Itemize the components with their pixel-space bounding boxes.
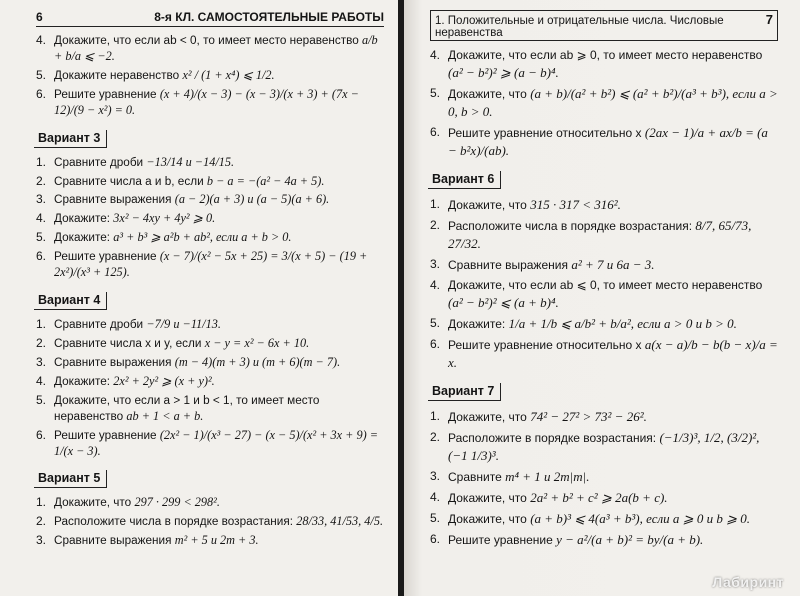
task-formula: (2ax − 1)/a + ax/b = (a − b²x)/(ab). — [448, 125, 768, 158]
task-number: 6. — [36, 427, 47, 442]
variant-heading: Вариант 3 — [34, 130, 107, 148]
task-statement: Решите уравнение — [448, 533, 553, 547]
task-number: 2. — [36, 335, 47, 350]
task-number: 5. — [430, 86, 441, 100]
task-formula: 1/a + 1/b ⩽ a/b² + b/a², если a > 0 и b > 0. — [508, 316, 737, 331]
task-number: 1. — [36, 154, 47, 169]
task-statement: Докажите, что — [448, 87, 527, 101]
task-text — [54, 192, 329, 208]
task-statement: Расположите в порядке возрастания: — [448, 431, 657, 445]
task-formula: a/b + b/a ⩽ −2. — [54, 33, 378, 63]
task-text — [448, 85, 778, 121]
task-number: 5. — [430, 511, 441, 525]
task-statement: Докажите, что — [448, 410, 527, 424]
task-text — [448, 277, 778, 312]
task-statement: Сравните выражения — [54, 193, 172, 207]
task-number: 6. — [430, 125, 441, 139]
task-formula: a³ + b³ ⩾ a²b + ab², если a + b > 0. — [113, 230, 292, 245]
task-item — [430, 256, 778, 274]
task-text — [54, 355, 340, 371]
task-formula: y − a²/(a + b)² = by/(a + b). — [556, 532, 704, 547]
task-statement: Сравните числа x и y, если — [54, 336, 202, 350]
task-item — [36, 393, 384, 425]
page-number: 7 — [765, 12, 773, 27]
task-item — [430, 47, 778, 82]
task-item — [430, 489, 778, 507]
task-item — [36, 155, 384, 171]
task-statement: Докажите, что — [448, 198, 527, 212]
task-formula: (x − 7)/(x² − 5x + 25) = 3/(x + 5) − (19 + 2x²)/(x³ + 125). — [54, 249, 368, 280]
task-number: 4. — [430, 490, 441, 504]
task-statement: Сравните выражения — [448, 258, 568, 272]
task-item — [36, 249, 384, 281]
task-statement: Решите уравнение — [54, 428, 157, 442]
task-number: 1. — [36, 495, 47, 510]
task-text — [54, 495, 220, 511]
task-formula: −13/14 и −14/15. — [146, 154, 235, 169]
task-statement: Докажите: — [54, 374, 111, 388]
task-number: 6. — [430, 532, 441, 546]
task-statement: Докажите, что если a > 1 и b < 1, то имеет место неравенство — [54, 393, 320, 423]
right-page — [404, 0, 800, 596]
task-statement: Докажите, что если ab ⩽ 0, то имеет место неравенство — [448, 278, 763, 292]
task-statement: Сравните дроби — [54, 155, 144, 169]
task-number: 6. — [430, 337, 441, 351]
task-text — [54, 514, 383, 530]
task-formula: x − y = x² − 6x + 10. — [204, 335, 310, 350]
task-statement: Докажите неравенство — [54, 68, 180, 82]
task-item — [36, 192, 384, 208]
task-text — [54, 393, 384, 425]
task-number: 4. — [36, 373, 47, 388]
task-number: 1. — [36, 317, 47, 332]
task-item — [36, 374, 384, 390]
task-statement: Решите уравнение относительно x — [448, 126, 642, 140]
task-formula: b − a = −(a² − 4a + 5). — [206, 173, 325, 188]
task-number: 2. — [430, 430, 441, 444]
task-text — [448, 124, 778, 160]
task-text — [54, 211, 215, 227]
task-formula: 74² − 27² > 73² − 26². — [530, 409, 647, 424]
task-item — [430, 468, 778, 486]
task-statement: Сравните — [448, 470, 502, 484]
right-page-header — [430, 10, 778, 41]
task-number: 6. — [36, 86, 47, 101]
task-text — [54, 336, 309, 352]
task-text — [54, 68, 275, 84]
task-formula: a(x − a)/b − b(b − x)/a = x. — [448, 337, 778, 370]
task-formula: (2x² − 1)/(x³ − 27) − (x − 5)/(x² + 3x + 9) = 1/(x − 3). — [54, 427, 379, 458]
left-page — [0, 0, 398, 596]
task-formula: (a − 2)(a + 3) и (a − 5)(a + 6). — [174, 192, 330, 207]
task-statement: Докажите: — [448, 317, 506, 331]
task-formula: 3x² − 4xy + 4y² ⩾ 0. — [113, 211, 216, 226]
task-statement: Докажите, что — [54, 496, 132, 510]
variant-heading: Вариант 4 — [34, 292, 107, 310]
task-item — [36, 317, 384, 333]
task-formula: m⁴ + 1 и 2m|m|. — [505, 469, 590, 484]
task-item — [36, 495, 384, 511]
task-item — [430, 196, 778, 214]
task-statement: Решите уравнение — [54, 250, 157, 264]
task-item — [36, 87, 384, 119]
task-number: 6. — [36, 249, 47, 264]
task-text — [448, 47, 778, 82]
task-item — [36, 211, 384, 227]
task-item — [36, 514, 384, 530]
task-text — [448, 408, 647, 426]
task-number: 2. — [36, 173, 47, 188]
task-formula: m² + 5 и 2m + 3. — [174, 533, 259, 548]
task-item — [430, 531, 778, 549]
task-number: 4. — [36, 33, 47, 47]
task-number: 5. — [36, 230, 47, 245]
task-text — [54, 374, 215, 390]
task-statement: Сравните дроби — [54, 318, 144, 332]
task-formula: (a² − b²)² ⩾ (a − b)⁴. — [448, 65, 559, 80]
task-number: 4. — [430, 278, 441, 292]
task-text — [54, 317, 221, 333]
task-text — [448, 468, 589, 486]
task-formula: (−1/3)³, 1/2, (3/2)², (−1 1/3)³. — [448, 430, 760, 463]
task-formula: 297 · 299 < 298². — [134, 495, 220, 510]
task-item — [430, 315, 778, 333]
task-formula: 8/7, 65/73, 27/32. — [448, 218, 752, 251]
task-text — [54, 87, 384, 119]
task-item — [36, 68, 384, 84]
task-formula: 2a² + b² + c² ⩾ 2a(b + c). — [530, 490, 668, 505]
task-number: 3. — [36, 192, 47, 207]
task-text — [54, 174, 324, 190]
task-text — [54, 230, 292, 246]
task-formula: (a + b)/(a² + b²) ⩽ (a² + b²)/(a³ + b³), если a > 0, b > 0. — [448, 86, 778, 119]
task-statement: Докажите, что если ab ⩾ 0, то имеет место неравенство — [448, 48, 763, 62]
task-number: 1. — [430, 409, 441, 423]
task-statement: Сравните выражения — [54, 355, 172, 369]
task-number: 1. — [430, 197, 441, 211]
task-text — [54, 428, 384, 460]
task-statement: Докажите, что — [448, 512, 527, 526]
task-item — [430, 336, 778, 372]
task-text — [54, 33, 384, 65]
task-item — [36, 33, 384, 65]
task-statement: Докажите: — [54, 212, 111, 226]
task-number: 4. — [36, 211, 47, 226]
variant-heading: Вариант 6 — [428, 171, 501, 189]
task-formula: (m − 4)(m + 3) и (m + 6)(m − 7). — [174, 354, 341, 369]
watermark-logo: Лабиринт — [712, 574, 784, 590]
task-item — [430, 429, 778, 465]
task-statement: Расположите числа в порядке возрастания: — [54, 515, 293, 529]
task-item — [36, 428, 384, 460]
task-item — [430, 85, 778, 121]
page-number: 6 — [36, 10, 43, 24]
task-number: 5. — [36, 67, 47, 82]
task-number: 3. — [430, 469, 441, 483]
task-number: 2. — [36, 514, 47, 529]
task-number: 5. — [430, 316, 441, 330]
task-item — [430, 277, 778, 312]
running-title: 1. Положительные и отрицательные числа. Числовые неравенства — [435, 15, 724, 39]
task-item — [36, 533, 384, 549]
task-number: 3. — [36, 354, 47, 369]
variant-heading: Вариант 5 — [34, 470, 107, 488]
task-formula: (a² − b²)² ⩽ (a + b)⁴. — [448, 295, 559, 310]
task-statement: Докажите, что — [448, 491, 527, 505]
task-text — [448, 429, 778, 465]
task-statement: Решите уравнение относительно x — [448, 338, 642, 352]
left-page-header — [36, 10, 384, 27]
task-text — [448, 489, 668, 507]
task-statement: Решите уравнение — [54, 87, 157, 101]
task-item — [36, 174, 384, 190]
variant-heading: Вариант 7 — [428, 383, 501, 401]
task-text — [448, 336, 778, 372]
task-text — [448, 256, 655, 274]
task-formula: (x + 4)/(x − 3) − (x − 3)/(x + 3) + (7x − 12)/(9 − x²) = 0. — [54, 86, 359, 117]
task-formula: 315 · 317 < 316². — [530, 197, 621, 212]
task-formula: 2x² + 2y² ⩾ (x + y)². — [113, 373, 215, 388]
task-formula: a² + 7 и 6a − 3. — [571, 257, 655, 272]
running-title: 8-я КЛ. САМОСТОЯТЕЛЬНЫЕ РАБОТЫ — [154, 10, 384, 24]
task-formula: (a + b)³ ⩽ 4(a³ + b³), если a ⩾ 0 и b ⩾ 0. — [530, 511, 750, 526]
task-item — [36, 336, 384, 352]
task-item — [36, 355, 384, 371]
task-statement: Докажите, что если ab < 0, то имеет место неравенство — [54, 34, 359, 47]
task-text — [54, 155, 234, 171]
task-text — [448, 531, 703, 549]
task-formula: x² / (1 + x⁴) ⩽ 1/2. — [182, 67, 275, 82]
task-text — [54, 533, 259, 549]
task-text — [448, 196, 621, 214]
task-formula: 28/33, 41/53, 4/5. — [296, 514, 384, 529]
task-number: 2. — [430, 218, 441, 232]
task-text — [448, 510, 750, 528]
task-number: 3. — [430, 257, 441, 271]
task-item — [430, 510, 778, 528]
task-item — [430, 217, 778, 253]
task-item — [36, 230, 384, 246]
task-statement: Сравните выражения — [54, 534, 172, 548]
task-formula: ab + 1 < a + b. — [126, 408, 204, 423]
task-item — [430, 124, 778, 160]
task-text — [448, 217, 778, 253]
task-item — [430, 408, 778, 426]
task-statement: Докажите: — [54, 231, 111, 245]
task-statement: Расположите числа в порядке возрастания: — [448, 219, 693, 233]
task-number: 4. — [430, 48, 441, 62]
task-statement: Сравните числа a и b, если — [54, 174, 204, 188]
task-number: 3. — [36, 533, 47, 548]
task-formula: −7/9 и −11/13. — [146, 317, 221, 332]
task-number: 5. — [36, 392, 47, 407]
task-text — [54, 249, 384, 281]
task-text — [448, 315, 737, 333]
